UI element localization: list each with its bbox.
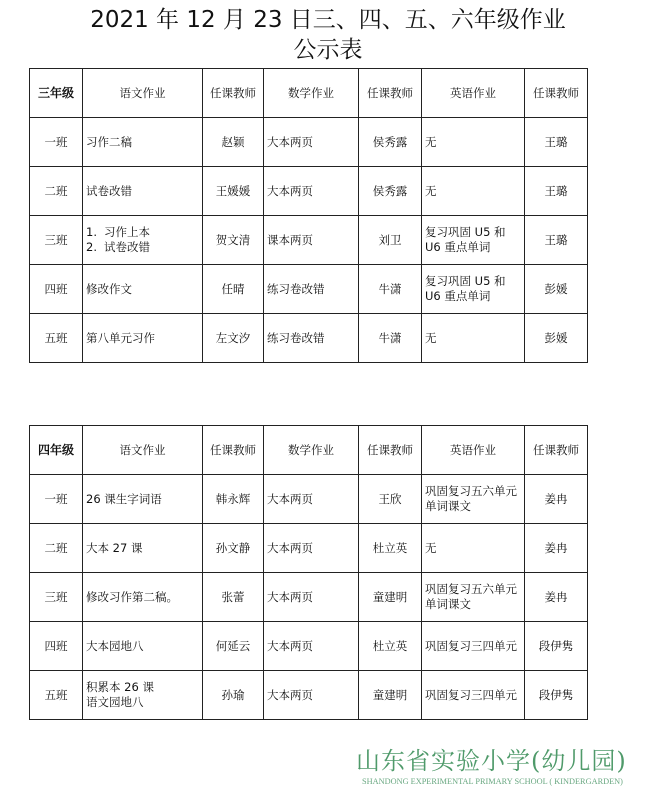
chinese-homework-cell: 修改习作第二稿。 bbox=[83, 573, 203, 622]
table-row bbox=[30, 265, 588, 314]
class-cell: 一班 bbox=[30, 475, 83, 524]
teacher-cell: 王媛媛 bbox=[203, 167, 264, 216]
table-row bbox=[30, 167, 588, 216]
header-teacher: 任课教师 bbox=[525, 426, 588, 475]
header-teacher: 任课教师 bbox=[203, 69, 264, 118]
page-title: 2021 年 12 月 23 日三、四、五、六年级作业 bbox=[90, 7, 566, 33]
math-homework-cell: 课本两页 bbox=[264, 216, 359, 265]
header-teacher: 任课教师 bbox=[525, 69, 588, 118]
teacher-cell: 姜冉 bbox=[525, 573, 588, 622]
chinese-homework-cell: 试卷改错 bbox=[83, 167, 203, 216]
teacher-cell: 王欣 bbox=[359, 475, 422, 524]
class-cell: 四班 bbox=[30, 622, 83, 671]
teacher-cell: 侯秀露 bbox=[359, 118, 422, 167]
math-homework-cell: 大本两页 bbox=[264, 671, 359, 720]
school-logo bbox=[356, 746, 646, 796]
math-homework-cell: 练习卷改错 bbox=[264, 314, 359, 363]
class-cell: 二班 bbox=[30, 167, 83, 216]
grade4-homework-table bbox=[29, 425, 588, 720]
math-homework-cell: 大本两页 bbox=[264, 118, 359, 167]
grade-label: 四年级 bbox=[30, 426, 83, 475]
header-teacher: 任课教师 bbox=[359, 426, 422, 475]
header-teacher: 任课教师 bbox=[359, 69, 422, 118]
line-item: 积累本 26 课 bbox=[86, 680, 154, 694]
school-logo-cn: 山东省实验小学(幼儿园) bbox=[356, 747, 627, 775]
math-homework-cell: 大本两页 bbox=[264, 167, 359, 216]
math-homework-cell: 大本两页 bbox=[264, 622, 359, 671]
teacher-cell: 赵颖 bbox=[203, 118, 264, 167]
english-homework-cell: 巩固复习三四单元 bbox=[422, 622, 525, 671]
english-homework-cell: 复习巩固 U5 和 U6 重点单词 bbox=[422, 265, 525, 314]
teacher-cell: 王璐 bbox=[525, 118, 588, 167]
table-row bbox=[30, 216, 588, 265]
class-cell: 三班 bbox=[30, 216, 83, 265]
header-math: 数学作业 bbox=[264, 69, 359, 118]
english-homework-cell: 巩固复习五六单元单词课文 bbox=[422, 573, 525, 622]
table-header-row bbox=[30, 69, 588, 118]
english-homework-cell: 复习巩固 U5 和 U6 重点单词 bbox=[422, 216, 525, 265]
table-row bbox=[30, 475, 588, 524]
header-chinese: 语文作业 bbox=[83, 426, 203, 475]
math-homework-cell: 大本两页 bbox=[264, 475, 359, 524]
table-row bbox=[30, 671, 588, 720]
teacher-cell: 杜立英 bbox=[359, 524, 422, 573]
list-item: 1. 习作上本 bbox=[86, 225, 150, 239]
teacher-cell: 牛潇 bbox=[359, 265, 422, 314]
english-homework-cell: 无 bbox=[422, 314, 525, 363]
teacher-cell: 王璐 bbox=[525, 216, 588, 265]
teacher-cell: 何延云 bbox=[203, 622, 264, 671]
teacher-cell: 牛潇 bbox=[359, 314, 422, 363]
teacher-cell: 彭媛 bbox=[525, 314, 588, 363]
header-teacher: 任课教师 bbox=[203, 426, 264, 475]
math-homework-cell: 练习卷改错 bbox=[264, 265, 359, 314]
teacher-cell: 童建明 bbox=[359, 573, 422, 622]
line-item: 语文园地八 bbox=[86, 695, 144, 709]
teacher-cell: 韩永辉 bbox=[203, 475, 264, 524]
teacher-cell: 侯秀露 bbox=[359, 167, 422, 216]
teacher-cell: 姜冉 bbox=[525, 475, 588, 524]
class-cell: 一班 bbox=[30, 118, 83, 167]
teacher-cell: 任晴 bbox=[203, 265, 264, 314]
header-english: 英语作业 bbox=[422, 69, 525, 118]
grade3-homework-table bbox=[29, 68, 588, 363]
table-row bbox=[30, 314, 588, 363]
english-homework-cell: 无 bbox=[422, 524, 525, 573]
chinese-homework-lines bbox=[83, 671, 203, 720]
teacher-cell: 王璐 bbox=[525, 167, 588, 216]
teacher-cell: 孙文静 bbox=[203, 524, 264, 573]
teacher-cell: 段伊隽 bbox=[525, 671, 588, 720]
teacher-cell: 贺文清 bbox=[203, 216, 264, 265]
table-row bbox=[30, 622, 588, 671]
math-homework-cell: 大本两页 bbox=[264, 573, 359, 622]
table-row bbox=[30, 118, 588, 167]
teacher-cell: 孙瑜 bbox=[203, 671, 264, 720]
english-homework-cell: 无 bbox=[422, 118, 525, 167]
teacher-cell: 张蕾 bbox=[203, 573, 264, 622]
table-header-row bbox=[30, 426, 588, 475]
teacher-cell: 彭媛 bbox=[525, 265, 588, 314]
chinese-homework-cell: 26 课生字词语 bbox=[83, 475, 203, 524]
class-cell: 五班 bbox=[30, 314, 83, 363]
english-homework-cell: 巩固复习五六单元单词课文 bbox=[422, 475, 525, 524]
list-item: 2. 试卷改错 bbox=[86, 240, 150, 254]
teacher-cell: 童建明 bbox=[359, 671, 422, 720]
teacher-cell: 姜冉 bbox=[525, 524, 588, 573]
chinese-homework-cell: 修改作文 bbox=[83, 265, 203, 314]
class-cell: 五班 bbox=[30, 671, 83, 720]
english-homework-cell: 无 bbox=[422, 167, 525, 216]
header-math: 数学作业 bbox=[264, 426, 359, 475]
grade-label: 三年级 bbox=[30, 69, 83, 118]
chinese-homework-cell: 习作二稿 bbox=[83, 118, 203, 167]
chinese-homework-cell: 大本园地八 bbox=[83, 622, 203, 671]
math-homework-cell: 大本两页 bbox=[264, 524, 359, 573]
class-cell: 三班 bbox=[30, 573, 83, 622]
teacher-cell: 左文汐 bbox=[203, 314, 264, 363]
table-row bbox=[30, 524, 588, 573]
chinese-homework-cell: 第八单元习作 bbox=[83, 314, 203, 363]
page-subtitle: 公示表 bbox=[293, 37, 363, 63]
teacher-cell: 杜立英 bbox=[359, 622, 422, 671]
class-cell: 二班 bbox=[30, 524, 83, 573]
teacher-cell: 刘卫 bbox=[359, 216, 422, 265]
english-homework-cell: 巩固复习三四单元 bbox=[422, 671, 525, 720]
header-chinese: 语文作业 bbox=[83, 69, 203, 118]
header-english: 英语作业 bbox=[422, 426, 525, 475]
teacher-cell: 段伊隽 bbox=[525, 622, 588, 671]
table-row bbox=[30, 573, 588, 622]
school-logo-en: SHANDONG EXPERIMENTAL PRIMARY SCHOOL ( KINDERGARDEN) bbox=[362, 777, 623, 786]
class-cell: 四班 bbox=[30, 265, 83, 314]
chinese-homework-list bbox=[83, 216, 203, 265]
chinese-homework-cell: 大本 27 课 bbox=[83, 524, 203, 573]
